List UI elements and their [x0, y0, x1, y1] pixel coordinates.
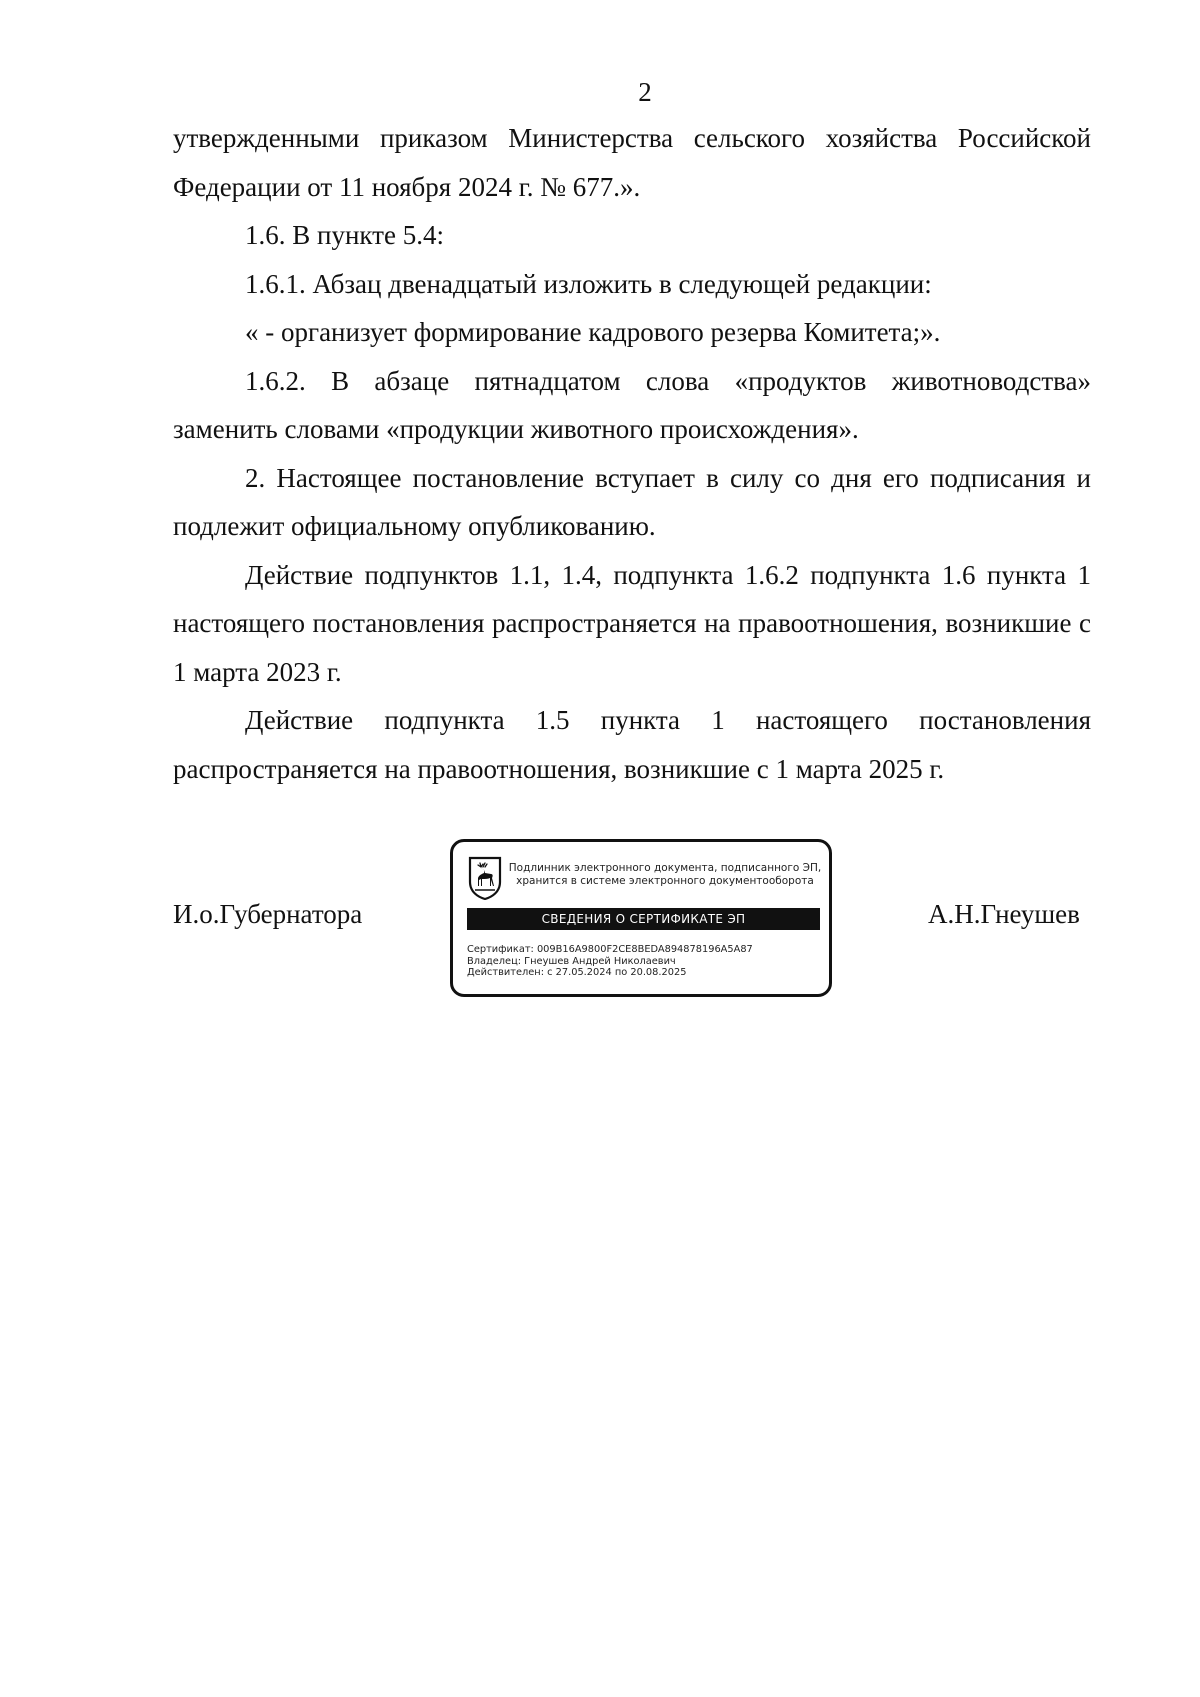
signatory-position: И.о.Губернатора — [173, 899, 363, 929]
page-number: 2 — [638, 77, 652, 107]
paragraph-effect-2023: Действие подпунктов 1.1, 1.4, подпункта 1.6.2 подпункта 1.6 пункта 1 настоящего постановления распространяется на правоотношения, возникшие с 1 марта 2023 г. — [173, 559, 1091, 687]
paragraph-1-6: 1.6. В пункте 5.4: — [245, 220, 444, 250]
paragraph-1-6-2: 1.6.2. В абзаце пятнадцатом слова «продуктов животноводства» заменить словами «продукции животного происхождения». — [173, 365, 1091, 444]
paragraph-effect-2025: Действие подпункта 1.5 пункта 1 настоящего постановления распространяется на правоотношения, возникшие с 1 марта 2025 г. — [173, 705, 1091, 784]
electronic-signature-stamp — [450, 839, 832, 997]
paragraph-continuation: утвержденными приказом Министерства сельского хозяйства Российской Федерации от 11 ноября 2024 г. № 677.». — [173, 123, 1091, 202]
deer-coat-of-arms-icon — [467, 856, 503, 900]
stamp-certificate-info — [467, 944, 822, 979]
certificate-number: Сертификат: 009B16A9800F2CE8BEDA894878196A5A87 — [467, 944, 753, 955]
paragraph-2: 2. Настоящее постановление вступает в силу со дня его подписания и подлежит официальному опубликованию. — [173, 462, 1091, 541]
certificate-validity: Действителен: с 27.05.2024 по 20.08.2025 — [467, 967, 687, 978]
paragraph-quote: « - организует формирование кадрового резерва Комитета;». — [245, 317, 941, 347]
document-body — [173, 114, 1091, 793]
stamp-header-line-1: Подлинник электронного документа, подписанного ЭП, — [508, 862, 822, 874]
stamp-title-bar: СВЕДЕНИЯ О СЕРТИФИКАТЕ ЭП — [467, 908, 820, 930]
certificate-owner: Владелец: Гнеушев Андрей Николаевич — [467, 955, 676, 967]
stamp-header — [505, 862, 825, 888]
stamp-header-line-2: хранится в системе электронного документооборота — [516, 875, 814, 887]
paragraph-1-6-1: 1.6.1. Абзац двенадцатый изложить в следующей редакции: — [245, 268, 932, 299]
signatory-name: А.Н.Гнеушев — [928, 899, 1080, 929]
